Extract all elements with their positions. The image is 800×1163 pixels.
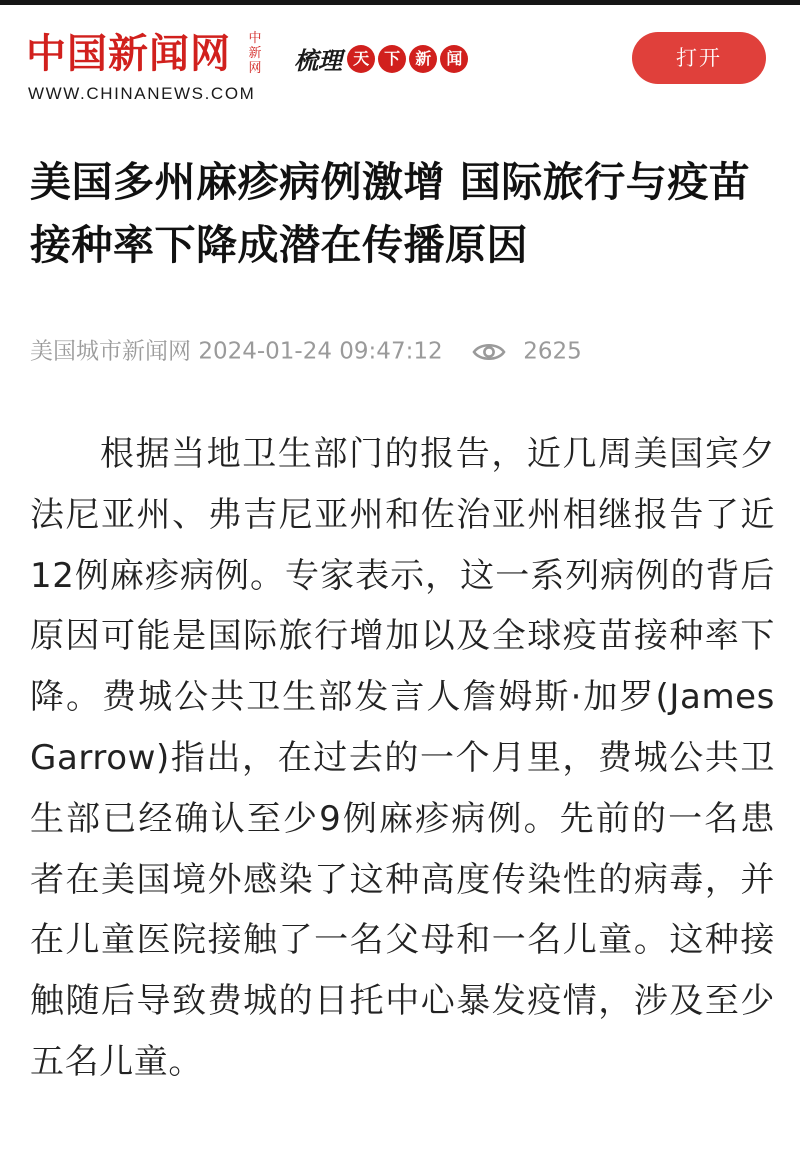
article-paragraph: 根据当地卫生部门的报告，近几周美国宾夕法尼亚州、弗吉尼亚州和佐治亚州相继报告了近12例麻疹病例。专家表示，这一系列病例的背后原因可能是国际旅行增加以及全球疫苗接种率下降。费城公共卫生部发言人詹姆斯·加罗(James Garrow)指出，在过去的一个月里，费城公共卫生部已经确认至少9例麻疹病例。先前的一名患者在美国境外感染了这种高度传染性的病毒，并在儿童医院接触了一名父母和一名儿童。这种接触随后导致费城的日托中心暴发疫情，涉及至少五名儿童。 [30, 434, 775, 1082]
article-datetime: 2024-01-24 09:47:12 [198, 338, 443, 365]
slogan-badge [294, 41, 468, 79]
slogan-seal-1: 天 [347, 45, 375, 73]
site-logo[interactable] [26, 29, 266, 107]
slogan-seal-3: 新 [409, 45, 437, 73]
logo-sub-label: 中新网 [248, 31, 262, 76]
logo-wordmark: 中国新闻网 [26, 30, 231, 77]
logo-url: WWW.CHINANEWS.COM [28, 84, 256, 103]
slogan-seal-2: 下 [378, 45, 406, 73]
slogan-seal-4: 闻 [440, 45, 468, 73]
view-count: 2625 [523, 338, 582, 365]
article-meta [30, 332, 775, 370]
site-header [0, 5, 800, 115]
article-title: 美国多州麻疹病例激增 国际旅行与疫苗接种率下降成潜在传播原因 [30, 158, 751, 269]
article-source: 美国城市新闻网 [30, 338, 191, 365]
slogan-script: 梳理 [294, 46, 342, 75]
open-app-button[interactable]: 打开 [632, 32, 766, 84]
eye-icon [472, 341, 506, 363]
